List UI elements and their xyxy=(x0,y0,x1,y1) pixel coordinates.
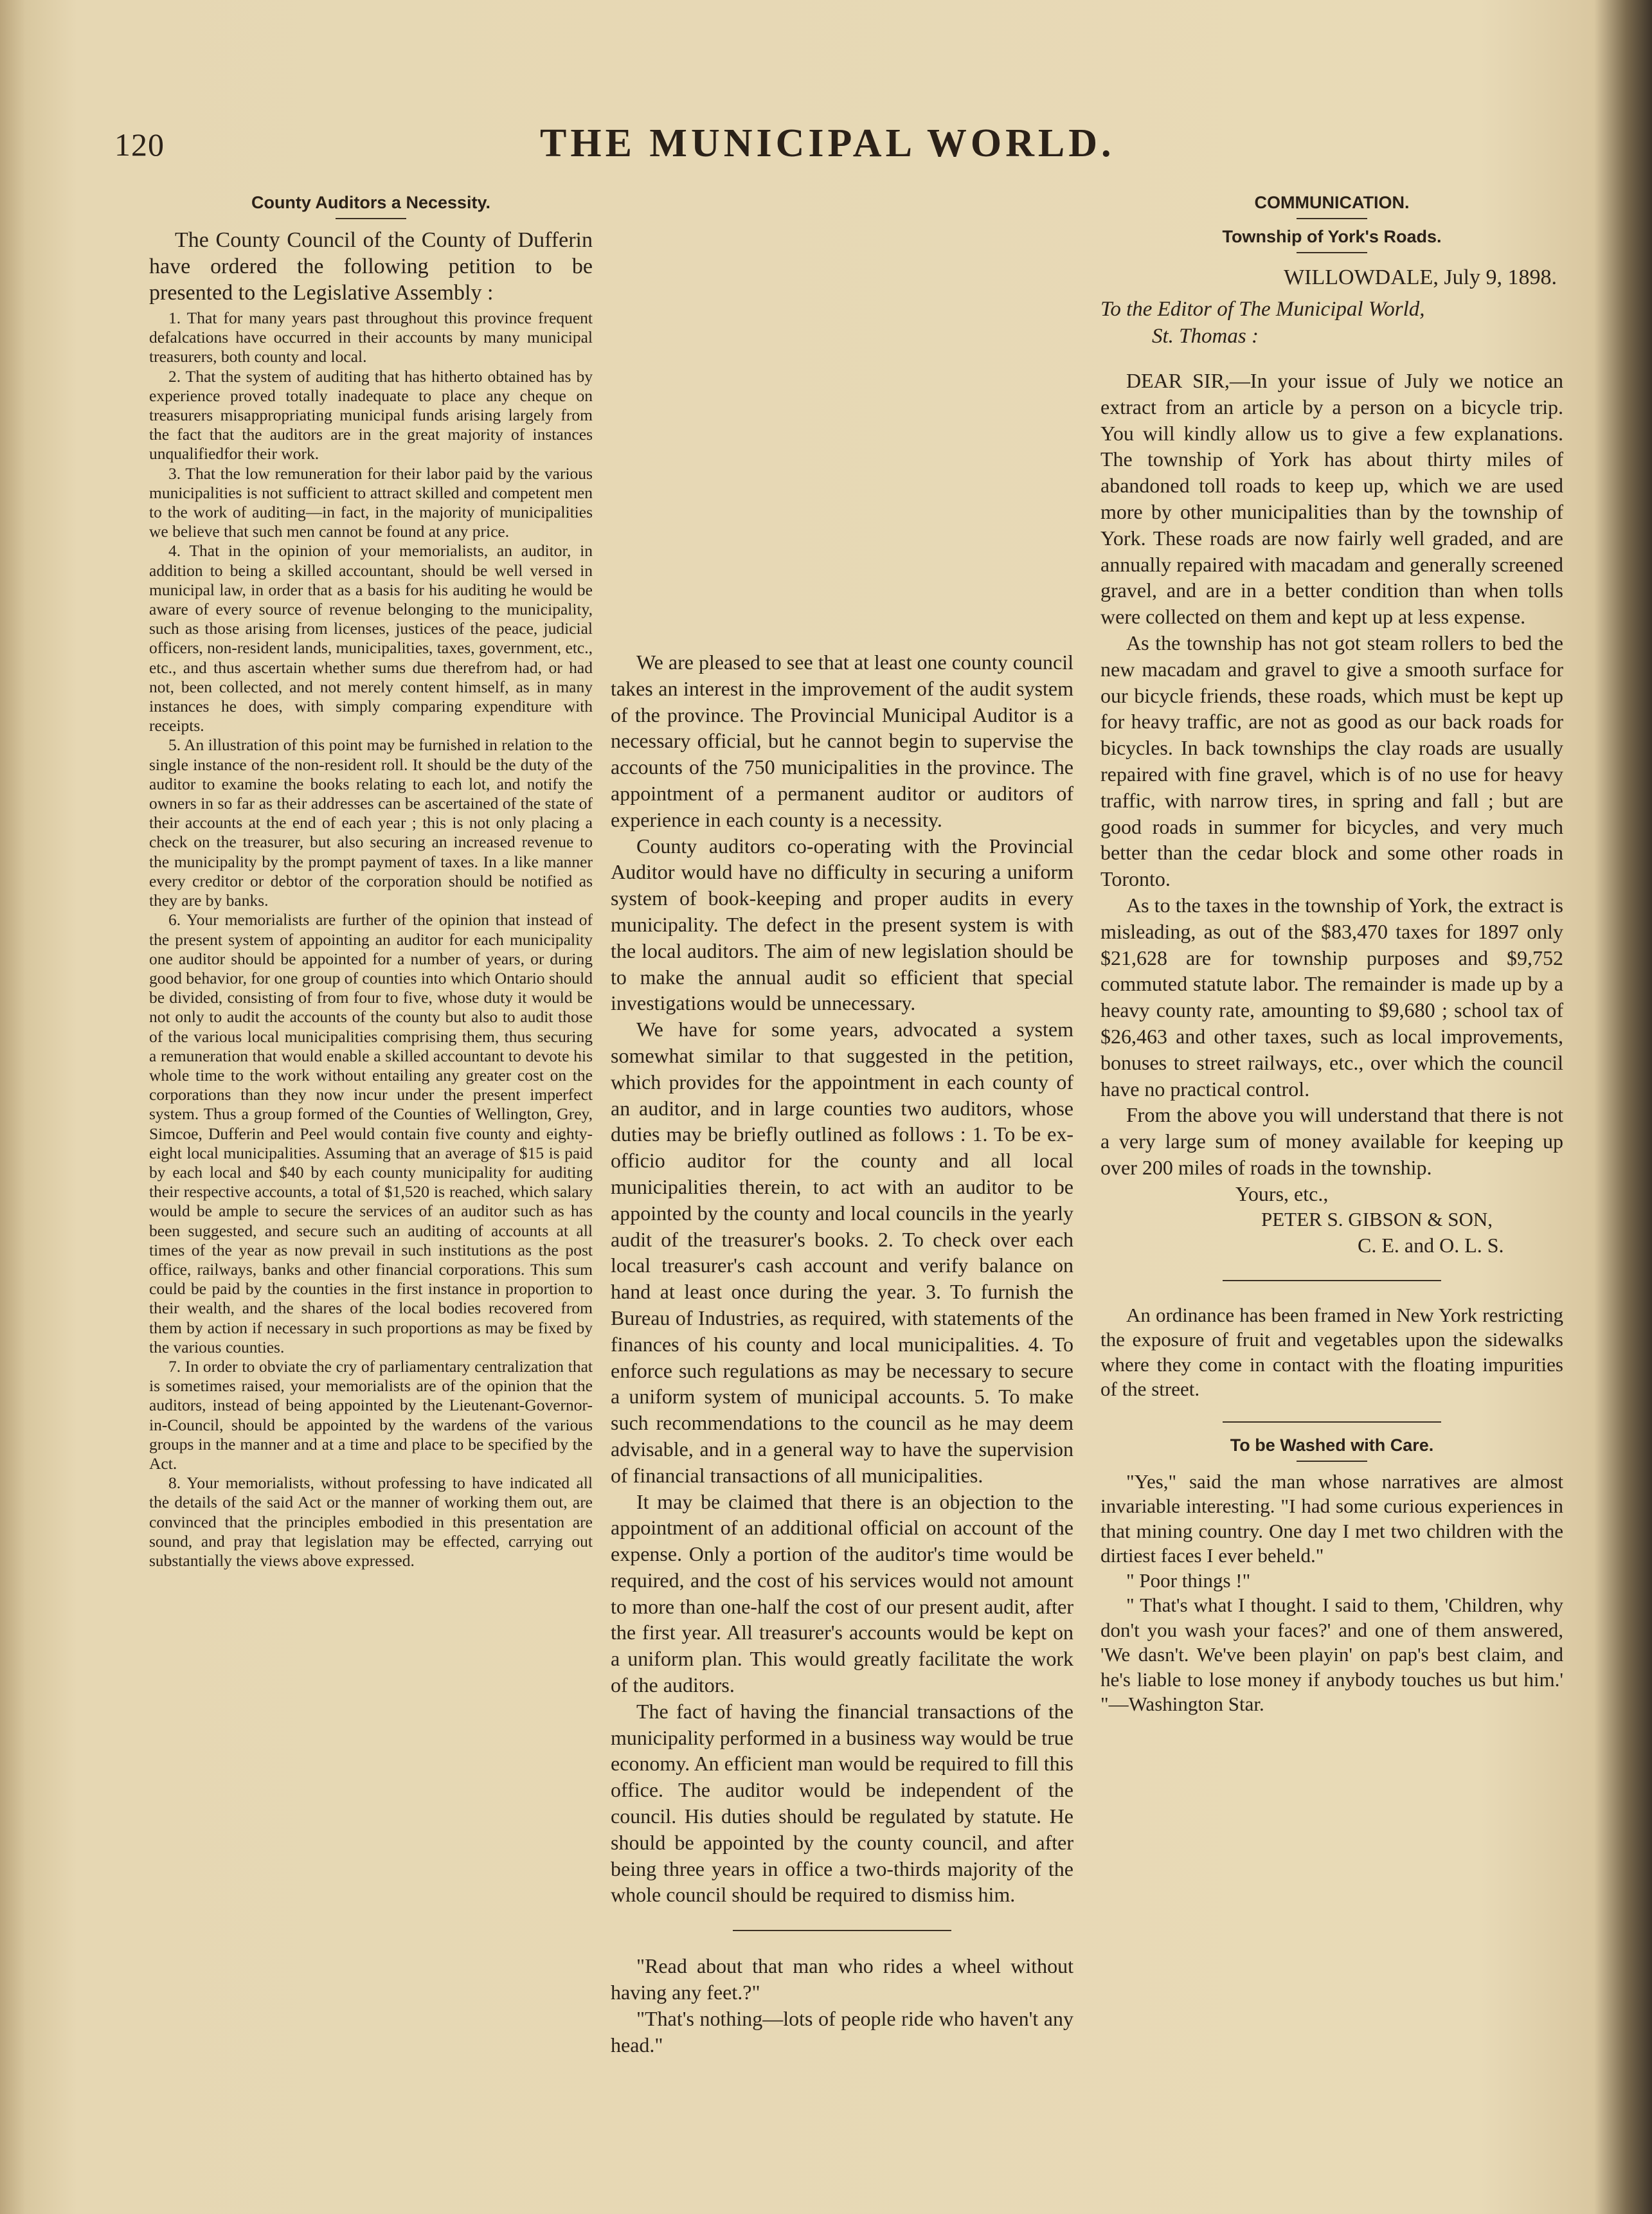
story-paragraph: " Poor things !" xyxy=(1126,1569,1251,1592)
article-title: To be Washed with Care. xyxy=(1230,1435,1434,1455)
petition-point: 1. That for many years past throughout this province frequent defalcations have occurred in their accounts by many municipal treasurers, both county and local. xyxy=(149,309,593,366)
letter-paragraph: From the above you will understand that there is not a very large sum of money available for keeping up over 200 miles of roads in the township. xyxy=(1100,1103,1563,1179)
petition-point: 2. That the system of auditing that has hitherto obtained has by experience proved totally inadequate to place any cheque on treasurers misappropriating municipal funds arising largely from the fact that the auditors are in the great majority of instances unqualifiedfor their work. xyxy=(149,366,593,464)
petition-point: 8. Your memorialists, without professing to have indicated all the details of the said Act or the manner of working them out, are convinced that the principles embodied in this presentation are sound, and pray that legislation may be effected, carrying out substantially the views above expressed. xyxy=(149,1473,593,1570)
column-1 xyxy=(149,186,593,1571)
petition-point: 7. In order to obviate the cry of parliamentary centralization that is sometimes raised, your memorialists are of the opinion that the auditors, instead of being appointed by the Lieutenant-Governor-in-Council, should be appointed by the wardens of the various groups in the manner and at a time and place to be specified by the Act. xyxy=(149,1356,593,1473)
editorial-paragraph: County auditors co-operating with the Provincial Auditor would have no difficulty in securing a uniform system of book-keeping and proper audits in every municipality. The defect in the present system is with the local auditors. The aim of new legislation should be to make the annual audit so efficient that special investigations would be unnecessary. xyxy=(611,834,1073,1015)
salutation: To the Editor of The Municipal World, xyxy=(1100,298,1425,321)
joke-line: "Read about that man who rides a wheel without having any feet.?" xyxy=(611,1954,1073,2004)
article-title: County Auditors a Necessity. xyxy=(251,193,491,212)
divider xyxy=(1297,1461,1367,1462)
divider xyxy=(1297,218,1367,219)
editorial-paragraph: The fact of having the financial transactions of the municipality performed in a business way would be true economy. An efficient man would be required to fill this office. The auditor would be independent of the council. His duties should be regulated by statute. He should be appointed by the county council, and after being three years in office a two-thirds majority of the whole council should be required to dismiss him. xyxy=(611,1699,1073,1907)
divider xyxy=(1223,1280,1441,1281)
petition-point: 5. An illustration of this point may be furnished in relation to the single instance of the non-resident roll. It should be the duty of the auditor to examine the books relating to each lot, and notify the owners in so far as their addresses can be ascertained of the state of their accounts at the end of each year ; this is not only placing a check on the treasurer, but also securing an increased revenue to the municipality by the prompt payment of taxes. In a like manner every creditor or debtor of the corporation should be notified as they are by banks. xyxy=(149,735,593,910)
editorial-paragraph: It may be claimed that there is an objection to the appointment of an additional official on account of the expense. Only a portion of the auditor's time would be required, and the cost of his services would not amount to more than one-half the cost of our present audit, after the first year. All treasurer's accounts would be kept on a uniform plan. This would greatly facilitate the work of the auditors. xyxy=(611,1490,1073,1697)
petition-point: 3. That the low remuneration for their labor paid by the various municipalities is not sufficient to attract skilled and competent men to the work of auditing—in fact, in the majority of municipalities we believe that such men cannot be found at any price. xyxy=(149,464,593,541)
communication-title: COMMUNICATION. xyxy=(1254,193,1410,212)
letter-signature: PETER S. GIBSON & SON, xyxy=(1261,1207,1493,1230)
salutation-location: St. Thomas : xyxy=(1152,325,1259,348)
petition-point: 6. Your memorialists are further of the opinion that instead of the present system of appointing an auditor for each municipality one auditor should be appointed for a number of years, or during good behavior, for one group of counties into which Ontario should be divided, consisting of from four to five, whose duty it would be not only to audit the accounts of the county but also to audit those of the various local municipalities comprising them, thus securing a remuneration that would enable a skilled accountant to devote his whole time to the work without entailing any greater cost on the corporations than they now incur under the present imperfect system. Thus a group formed of the Counties of Wellington, Grey, Simcoe, Dufferin and Peel would contain five county and eighty-eight local municipalities. Assuming that an average of $15 is paid by each local and $40 by each county municipality for auditing their respective accounts, a total of $1,520 is reached, which salary would be ample to secure the services of an auditor such as has been suggested, and secure such an auditing of accounts at all times of the year as now prevail in such institutions as the post office, railways, banks and other financial corporations. This sum could be paid by the counties in the first instance in proportion to their wealth, and the shares of the local bodies recovered from them by action if necessary in such proportions as may be fixed by the various counties. xyxy=(149,910,593,1356)
column-2 xyxy=(611,649,1073,2058)
editorial-paragraph: We are pleased to see that at least one county council takes an interest in the improvement of the audit system of the province. The Provincial Municipal Auditor is a necessary official, but he cannot begin to supervise the accounts of the 750 municipalities in the province. The appointment of a permanent auditor or auditors of experience in each county is a necessity. xyxy=(611,651,1073,831)
letter-paragraph: As the township has not got steam rollers to bed the new macadam and gravel to give a smooth surface for our bicycle friends, these roads, which must be kept up for heavy traffic, are not as good as our back roads for bicycles. In back townships the clay roads are usually repaired with fine gravel, which is of no use for heavy traffic, with narrow tires, in spring and fall ; but are good roads in summer for bicycles, and very much better than the cedar block and some other roads in Toronto. xyxy=(1100,631,1563,891)
joke-line: "That's nothing—lots of people ride who haven't any head." xyxy=(611,2006,1073,2056)
letter-closing: Yours, etc., xyxy=(1235,1182,1329,1205)
story-paragraph: " That's what I thought. I said to them, 'Children, why don't you wash your faces?' and one of them answered, 'We dasn't. We've been playin' on pap's best claim, and he's liable to lose money if anybody touches us but him.' "—Washington Star. xyxy=(1100,1594,1563,1716)
letter-credentials: C. E. and O. L. S. xyxy=(1358,1233,1504,1257)
divider xyxy=(1223,1421,1441,1423)
story-paragraph: "Yes," said the man whose narratives are almost invariable interesting. "I had some curious experiences in that mining country. One day I met two children with the dirtiest faces I ever beheld." xyxy=(1100,1470,1563,1567)
petition-point: 4. That in the opinion of your memorialists, an auditor, in addition to being a skilled accountant, should be well versed in municipal law, in order that as a basis for his auditing he would be aware of every source of revenue belonging to the municipality, such as those arising from licenses, justices of the peace, judicial officers, non-resident lands, municipalities, taxes, government, etc., etc., and thus ascertain whether sums due therefrom had, or had not, been collected, and not merely content himself, as in many instances he does, with simply comparing expenditure with receipts. xyxy=(149,541,593,735)
dateline: WILLOWDALE, July 9, 1898. xyxy=(1284,266,1557,289)
letter-paragraph: DEAR SIR,—In your issue of July we notice an extract from an article by a person on a bicycle trip. You will kindly allow us to give a few explanations. The township of York has about thirty miles of abandoned toll roads to keep up, which we are used more by other municipalities than by the township of York. These roads are now fairly well graded, and are annually repaired with macadam and generally screened gravel, and are in a better condition than when tolls were collected on them and kept up at less expense. xyxy=(1100,369,1563,629)
masthead: THE MUNICIPAL WORLD. xyxy=(540,122,1115,165)
divider xyxy=(733,1930,951,1931)
column-3 xyxy=(1100,186,1563,1717)
divider xyxy=(1297,252,1367,253)
communication-subtitle: Township of York's Roads. xyxy=(1222,227,1442,246)
article-lead: The County Council of the County of Dufferin have ordered the following petition to be presented to the Legislative Assembly : xyxy=(149,228,593,305)
editorial-paragraph: We have for some years, advocated a system somewhat similar to that suggested in the petition, which provides for the appointment in each county of an auditor, and in large counties two auditors, whose duties may be briefly outlined as follows : 1. To be ex-officio auditor for the county and all local municipalities therein, to act with an auditor to be appointed by the county and local councils in the yearly audit of the treasurer's books. 2. To check over each local treasurer's cash account and verify balance on hand at least once during the year. 3. To furnish the Bureau of Industries, as required, with statements of the finances of his county and local municipalities. 4. To enforce such regulations as may be necessary to secure a uniform system of municipal accounts. 5. To make such recommendations to the council as he may deem advisable, and in a general way to have the supervision of financial transactions of all municipalities. xyxy=(611,1018,1073,1487)
page-number: 120 xyxy=(114,127,165,163)
letter-paragraph: As to the taxes in the township of York, the extract is misleading, as out of the $83,470 taxes for 1897 only $21,628 are for township purposes and $9,752 commuted statute labor. The remainder is made up by a heavy county rate, amounting to $9,680 ; school tax of $26,463 and other taxes, such as local improvements, bonuses to street railways, etc., over which the council have no practical control. xyxy=(1100,893,1563,1101)
divider xyxy=(336,218,406,219)
ordinance-note: An ordinance has been framed in New York restricting the exposure of fruit and vegetables upon the sidewalks where they come in contact with the floating impurities of the street. xyxy=(1100,1303,1563,1401)
